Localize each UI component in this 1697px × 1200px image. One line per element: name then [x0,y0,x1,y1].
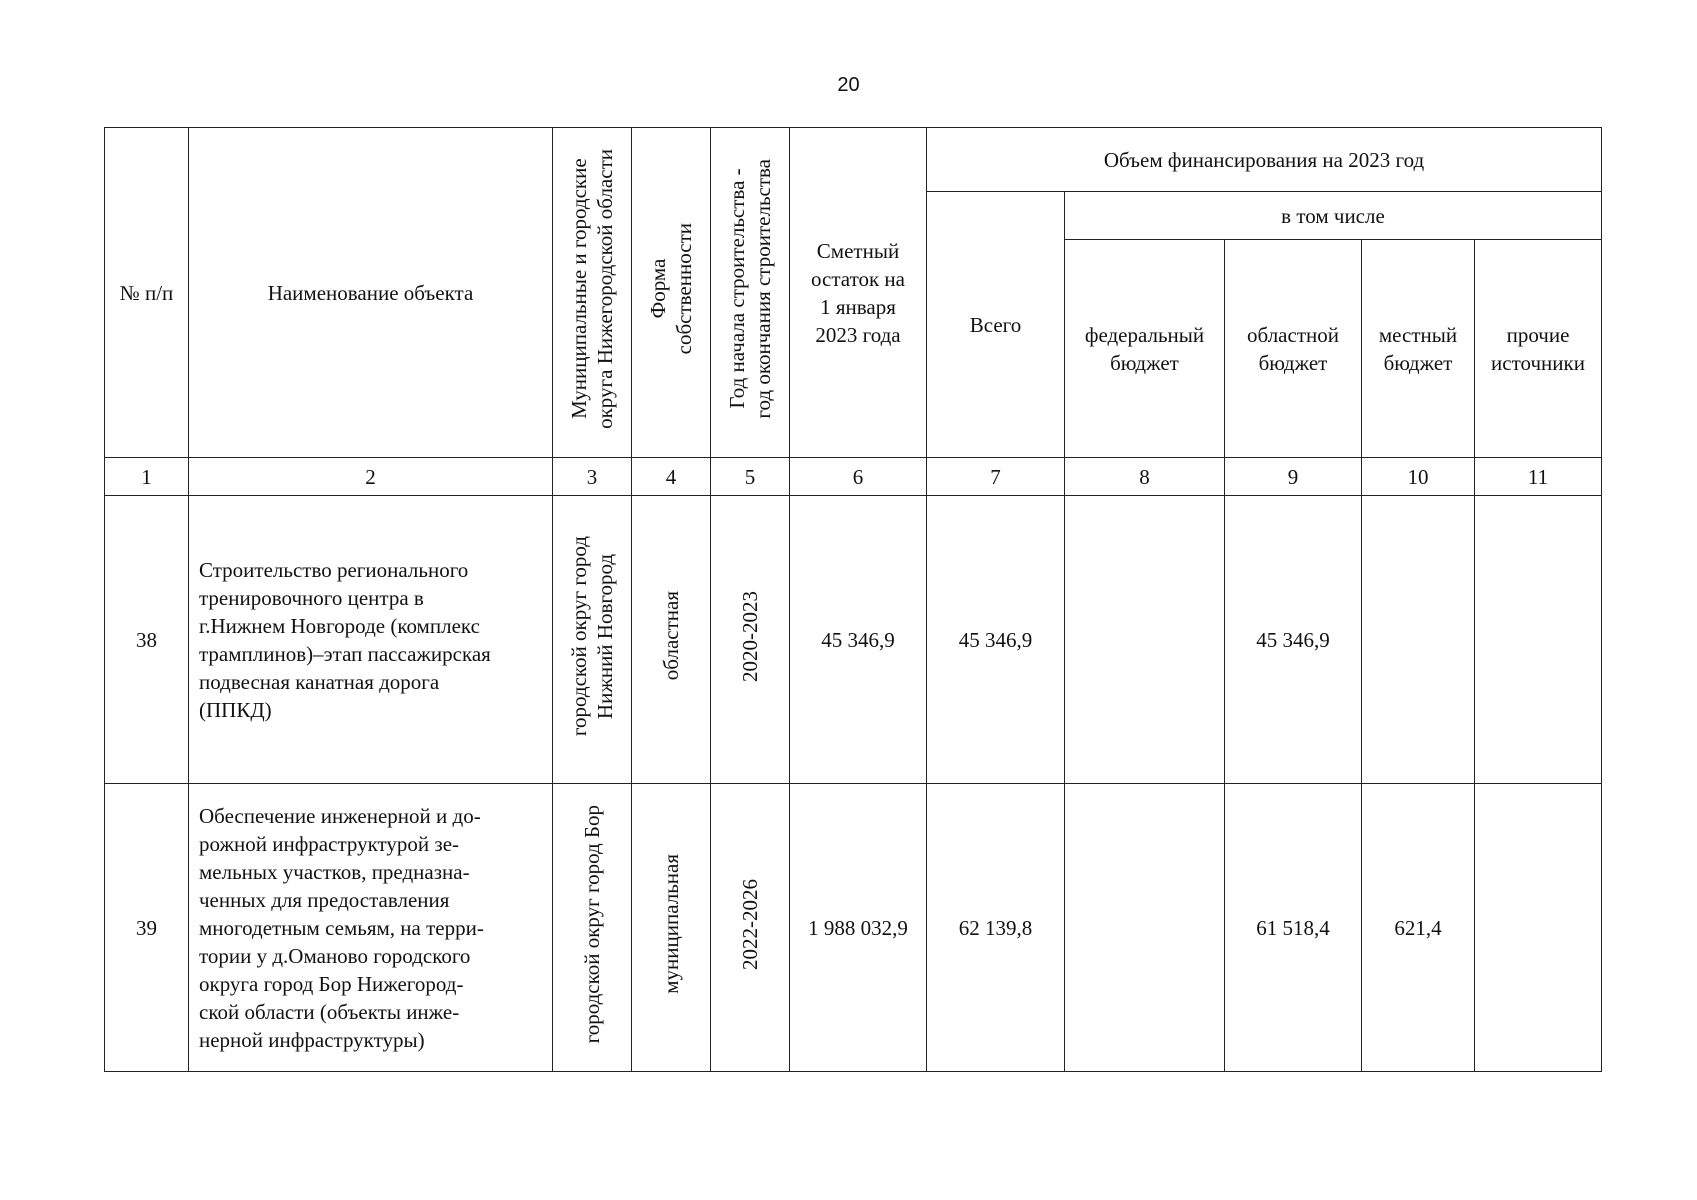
row-other [1475,784,1602,1072]
row-ownership-cell [632,784,711,1072]
header-ownership-cell [632,128,711,458]
row-object-name: Обеспечение инженерной и до- рожной инфраструктурой зе- мельных участков, предназна- ченных для предоставления многодетным семьям, на терри- тории у д.Оманово городского округа город Бор Нижегород- ской области (объекты инже- нерной инфраструктуры) [189,784,553,1072]
row-other [1475,496,1602,784]
row-estimate: 45 346,9 [790,496,927,784]
table-row [105,784,1602,1072]
row-num: 39 [105,784,189,1072]
header-estimate: Сметный остаток на 1 января 2023 года [790,128,927,458]
header-funding: Объем финансирования на 2023 год [927,128,1602,192]
row-regional: 61 518,4 [1225,784,1362,1072]
header-including: в том числе [1065,192,1602,240]
header-regional: областной бюджет [1225,240,1362,458]
column-number: 3 [553,458,632,496]
row-municipality: городской округ город Нижний Новгород [567,535,617,737]
row-years: 2020-2023 [738,590,762,682]
header-municipality: Муниципальные и городские округа Нижегородской области [567,149,617,429]
row-local: 621,4 [1362,784,1475,1072]
row-municipality: городской округ город Бор [580,804,604,1044]
row-regional: 45 346,9 [1225,496,1362,784]
header-num: № п/п [105,128,189,458]
column-number: 1 [105,458,189,496]
table-row [105,496,1602,784]
column-number: 10 [1362,458,1475,496]
financing-table [104,127,1602,1072]
header-local: местный бюджет [1362,240,1475,458]
column-number: 5 [711,458,790,496]
column-number: 11 [1475,458,1602,496]
header-other: прочие источники [1475,240,1602,458]
column-number: 9 [1225,458,1362,496]
column-number: 2 [189,458,553,496]
column-number: 4 [632,458,711,496]
row-estimate: 1 988 032,9 [790,784,927,1072]
row-ownership-cell [632,496,711,784]
header-federal: федеральный бюджет [1065,240,1225,458]
header-municipality-cell [553,128,632,458]
row-years-cell [711,496,790,784]
row-local [1362,496,1475,784]
row-object-name: Строительство регионального тренировочного центра в г.Нижнем Новгороде (комплекс трамплинов)–этап пассажирская подвесная канатная дорога (ППКД) [189,496,553,784]
header-name: Наименование объекта [189,128,553,458]
column-number: 7 [927,458,1065,496]
row-total: 62 139,8 [927,784,1065,1072]
row-federal [1065,496,1225,784]
row-municipality-cell [553,496,632,784]
header-years: Год начала строительства - год окончания строительства [725,159,775,419]
page-number: 20 [837,74,860,96]
row-years: 2022-2026 [738,878,762,970]
row-ownership: областная [659,591,683,681]
column-numbers-row [105,458,1602,496]
row-federal [1065,784,1225,1072]
row-total: 45 346,9 [927,496,1065,784]
row-years-cell [711,784,790,1072]
column-number: 6 [790,458,927,496]
row-municipality-cell [553,784,632,1072]
row-ownership: муниципальная [659,854,683,994]
column-number: 8 [1065,458,1225,496]
row-num: 38 [105,496,189,784]
header-ownership: Форма собственности [646,223,696,355]
header-years-cell [711,128,790,458]
header-total: Всего [927,192,1065,458]
